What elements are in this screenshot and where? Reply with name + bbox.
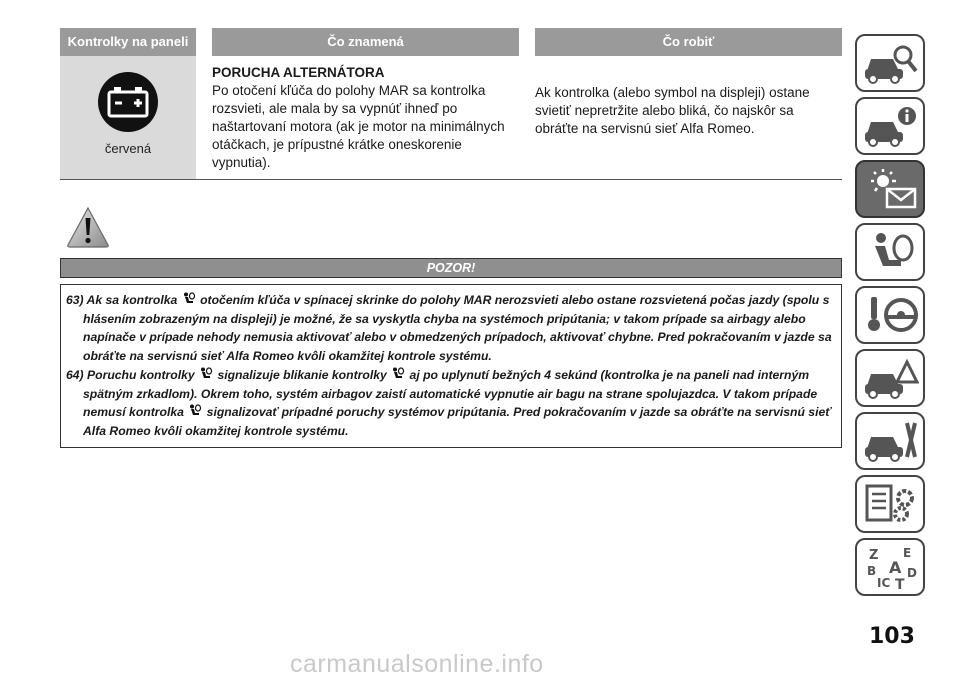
svg-text:T: T <box>895 577 905 589</box>
alphabetical-index-icon[interactable] <box>855 538 925 596</box>
airbag-icon <box>391 367 405 381</box>
action-cell: Ak kontrolka (alebo symbol na displeji) ostane svietiť nepretržite alebo bliká, čo najskôr sa obráťte na servisnú sieť Alfa Romeo. <box>535 85 810 136</box>
note-63: 63) Ak sa kontrolka otočením kľúča v spínacej skrinke do polohy MAR nerozsvieti alebo ostane rozsvietená počas jazdy (spolu s hlásením zobrazeným na displeji) je možné, že sa vyskytla chyba na systémoch pripútania; v takom prípade sa airbagy alebo napínače v prípade nehody nemusia aktivovať alebo v obmedzených prípadoch, aktivovať chybne. Pred pokračovaním v jazde sa obráťte na servisnú sieť Alfa Romeo kvôli okamžitej kontrole systému. <box>66 293 832 363</box>
specs-gear-icon[interactable] <box>855 475 925 533</box>
warning-title: POZOR! <box>60 258 842 278</box>
meaning-title: PORUCHA ALTERNÁTORA <box>212 65 385 80</box>
table-row <box>60 56 842 180</box>
car-info-icon[interactable] <box>855 97 925 155</box>
battery-charge-icon <box>98 72 158 132</box>
table-header <box>60 28 842 56</box>
meaning-text: Po otočení kľúča do polohy MAR sa kontrolka rozsvieti, ale mala by sa vypnúť ihneď po naštartovaní motora (ak je motor na minimálnych otáčkach, je prípustné krátke oneskorenie vypnutia). <box>212 83 505 170</box>
meaning-cell <box>212 64 522 172</box>
airbag-seat-icon[interactable] <box>855 223 925 281</box>
warning-lights-table <box>60 28 842 180</box>
car-search-icon[interactable] <box>855 34 925 92</box>
header-meaning: Čo znamená <box>212 28 519 56</box>
svg-text:Z: Z <box>869 548 879 563</box>
car-breakdown-icon[interactable] <box>855 349 925 407</box>
airbag-icon <box>199 367 213 381</box>
color-label: červená <box>104 141 152 156</box>
warning-triangle-icon <box>66 206 110 253</box>
warning-notes <box>60 284 842 448</box>
header-dashboard-lights: Kontrolky na paneli <box>60 28 196 56</box>
key-steering-wheel-icon[interactable] <box>855 286 925 344</box>
header-action: Čo robiť <box>535 28 842 56</box>
svg-text:A: A <box>889 558 902 577</box>
warning-lights-message-icon[interactable] <box>855 160 925 218</box>
note-64: 64) Poruchu kontrolky signalizuje blikanie kontrolky aj po uplynutí bežných 4 sekúnd (kontrolka je na paneli nad interným spätným zrkadlom). Okrem toho, systém airbagov zaistí automatické vypnutie air bagu na strane spolujazdca. V takom prípade nemusí kontrolka signalizovať prípadné poruchy systémov pripútania. Pred pokračovaním v jazde sa obráťte na servisnú sieť Alfa Romeo kvôli okamžitej kontrole systému. <box>66 368 832 438</box>
airbag-icon <box>188 404 202 418</box>
airbag-icon <box>182 292 196 306</box>
svg-text:D: D <box>907 566 917 580</box>
watermark: carmanualsonline.info <box>290 650 544 678</box>
page-number: 103 <box>869 624 915 649</box>
svg-text:E: E <box>903 546 912 560</box>
car-tools-icon[interactable] <box>855 412 925 470</box>
icon-cell <box>60 56 196 179</box>
svg-text:IC: IC <box>877 576 891 589</box>
svg-text:B: B <box>867 564 877 578</box>
